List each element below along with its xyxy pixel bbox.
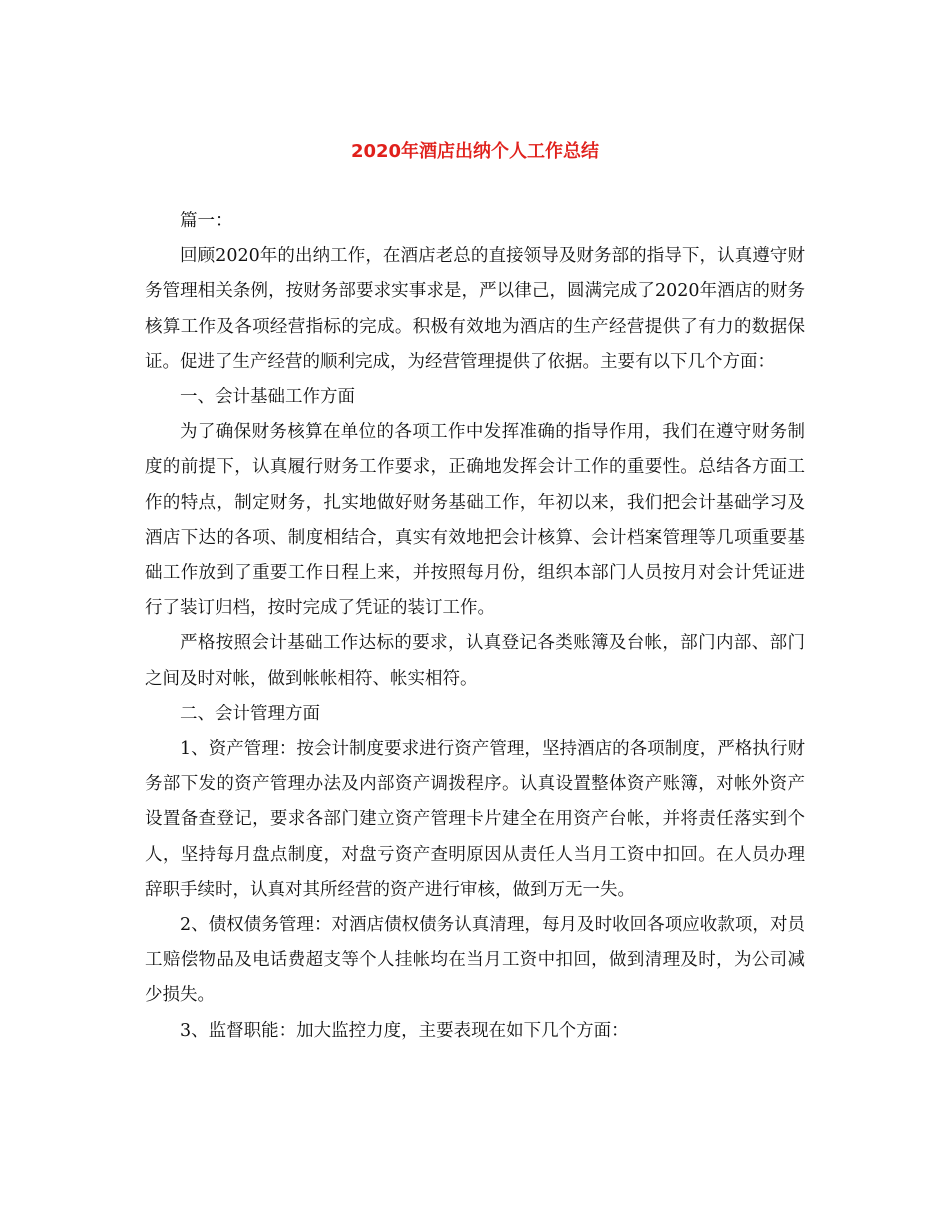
paragraph-debt-management: 2、债权债务管理：对酒店债权债务认真清理，每月及时收回各项应收款项，对员工赔偿物品及电话费超支等个人挂帐均在当月工资中扣回，做到清理及时，为公司减少损失。 xyxy=(145,915,805,1006)
document-body xyxy=(145,204,805,1049)
paragraph-ledger-standards: 严格按照会计基础工作达标的要求，认真登记各类账簿及台帐，部门内部、部门之间及时对帐，做到帐帐相符、帐实相符。 xyxy=(145,633,805,689)
document-title: 2020年酒店出纳个人工作总结 xyxy=(350,141,600,162)
section-heading-accounting-basics: 一、会计基础工作方面 xyxy=(180,387,355,408)
paragraph-supervision: 3、监督职能：加大监控力度，主要表现在如下几个方面： xyxy=(180,1020,629,1041)
paragraph-part-one: 篇一： xyxy=(180,211,233,231)
paragraph-asset-management: 1、资产管理：按会计制度要求进行资产管理，坚持酒店的各项制度，严格执行财务部下发的资产管理办法及内部资产调拨程序。认真设置整体资产账簿，对帐外资产设置备查登记，要求各部门建立资产管理卡片建全在用资产台帐，并将责任落实到个人，坚持每月盘点制度，对盘亏资产查明原因从责任人当月工资中扣回。在人员办理辞职手续时，认真对其所经营的资产进行审核，做到万无一失。 xyxy=(145,739,805,900)
section-heading-accounting-management: 二、会计管理方面 xyxy=(180,703,320,724)
paragraph-review: 回顾2020年的出纳工作，在酒店老总的直接领导及财务部的指导下，认真遵守财务管理相关条例，按财务部要求实事求是，严以律己，圆满完成了2020年酒店的财务核算工作及各项经营指标的完成。积极有效地为酒店的生产经营提供了有力的数据保证。促进了生产经营的顺利完成，为经营管理提供了依据。主要有以下几个方面： xyxy=(145,246,805,372)
paragraph-accounting-basics: 为了确保财务核算在单位的各项工作中发挥准确的指导作用，我们在遵守财务制度的前提下，认真履行财务工作要求，正确地发挥会计工作的重要性。总结各方面工作的特点，制定财务，扎实地做好财务基础工作，年初以来，我们把会计基础学习及酒店下达的各项、制度相结合，真实有效地把会计核算、会计档案管理等几项重要基础工作放到了重要工作日程上来，并按照每月份，组织本部门人员按月对会计凭证进行了装订归档，按时完成了凭证的装订工作。 xyxy=(145,422,805,619)
